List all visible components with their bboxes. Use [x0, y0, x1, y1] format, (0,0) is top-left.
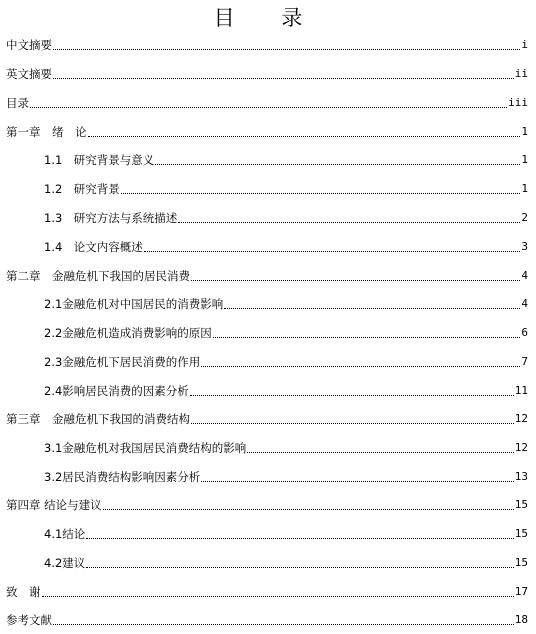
- toc-entry-page: 18: [514, 613, 528, 626]
- toc-entry-chapter-2[interactable]: [6, 268, 528, 284]
- dot-leader: [30, 107, 507, 108]
- toc-entry-page: 1: [521, 153, 528, 166]
- toc-entry-section-2-2[interactable]: [44, 325, 528, 341]
- toc-entry-section-2-3[interactable]: [44, 354, 528, 370]
- toc-entry-label: 2.2金融危机造成消费影响的原因: [44, 326, 212, 340]
- toc-entry-label: 第三章 金融危机下我国的消费结构: [6, 412, 190, 426]
- dot-leader: [103, 509, 514, 510]
- toc-entry-page: 13: [514, 470, 528, 483]
- toc-entry-label: 第二章 金融危机下我国的居民消费: [6, 269, 190, 283]
- dot-leader: [86, 538, 513, 539]
- toc-entry-page: iii: [508, 96, 528, 109]
- toc-entry-section-1-3[interactable]: [44, 210, 528, 226]
- toc-entry-label: 目录: [6, 96, 29, 110]
- toc-entry-chapter-1[interactable]: [6, 124, 528, 140]
- dot-leader: [53, 78, 514, 79]
- toc-entry-page: 15: [514, 527, 528, 540]
- dot-leader: [247, 452, 513, 453]
- dot-leader: [178, 222, 520, 223]
- toc-entry-page: i: [521, 38, 528, 51]
- toc-entry-section-2-4[interactable]: [44, 383, 528, 399]
- toc-entry-section-1-2[interactable]: [44, 181, 528, 197]
- toc-entry-page: 15: [514, 498, 528, 511]
- dot-leader: [86, 567, 513, 568]
- toc-entry-section-4-2[interactable]: [44, 555, 528, 571]
- toc-entry-chapter-4[interactable]: [6, 497, 528, 513]
- toc-entry-page: 11: [514, 384, 528, 397]
- toc-entry-label: 3.1金融危机对我国居民消费结构的影响: [44, 441, 247, 455]
- toc-entry-label: 第一章 绪 论: [6, 125, 87, 139]
- toc-entry-section-1-4[interactable]: [44, 239, 528, 255]
- toc-entry-label: 2.1金融危机对中国居民的消费影响: [44, 297, 224, 311]
- toc-entry-references[interactable]: [6, 612, 528, 628]
- toc-entry-acknowledgements[interactable]: [6, 584, 528, 600]
- toc-entry-page: 7: [521, 355, 528, 368]
- dot-leader: [53, 624, 514, 625]
- toc-entry-page: 12: [514, 441, 528, 454]
- toc-entry-page: 3: [521, 240, 528, 253]
- toc-entry-page: 1: [521, 125, 528, 138]
- toc-entry-section-4-1[interactable]: [44, 526, 528, 542]
- toc-entry-page: 4: [521, 269, 528, 282]
- toc-entry-page: 4: [521, 297, 528, 310]
- toc-entry-chapter-3[interactable]: [6, 411, 528, 427]
- toc-entry-label: 2.3金融危机下居民消费的作用: [44, 355, 201, 369]
- dot-leader: [191, 280, 520, 281]
- toc-entry-label: 中文摘要: [6, 38, 52, 52]
- dot-leader: [88, 136, 521, 137]
- toc-entry-chinese-abstract[interactable]: [6, 37, 528, 53]
- toc-entry-label: 4.2建议: [44, 556, 86, 570]
- dot-leader: [155, 164, 520, 165]
- toc-entry-page: 15: [514, 556, 528, 569]
- dot-leader: [213, 337, 521, 338]
- toc-entry-section-3-1[interactable]: [44, 440, 528, 456]
- dot-leader: [42, 596, 514, 597]
- toc-entry-page: 12: [514, 412, 528, 425]
- toc-entry-page: 6: [521, 326, 528, 339]
- toc-entry-label: 1.3 研究方法与系统描述: [44, 211, 178, 225]
- toc-entry-page: 17: [514, 585, 528, 598]
- toc-entry-label: 致 谢: [6, 585, 41, 599]
- toc-entry-label: 1.2 研究背景: [44, 182, 120, 196]
- toc-entry-label: 英文摘要: [6, 67, 52, 81]
- toc-entry-section-3-2[interactable]: [44, 469, 528, 485]
- dot-leader: [53, 49, 520, 50]
- dot-leader: [224, 308, 520, 309]
- toc-entry-label: 1.4 论文内容概述: [44, 240, 143, 254]
- toc-entry-page: ii: [514, 67, 528, 80]
- dot-leader: [201, 481, 513, 482]
- dot-leader: [191, 423, 514, 424]
- dot-leader: [201, 366, 520, 367]
- toc-title: 目 录: [213, 6, 323, 30]
- dot-leader: [190, 395, 514, 396]
- toc-entry-label: 1.1 研究背景与意义: [44, 153, 155, 167]
- toc-entry-page: 2: [521, 211, 528, 224]
- toc-entry-page: 1: [521, 182, 528, 195]
- toc-entry-contents[interactable]: [6, 95, 528, 111]
- toc-entry-english-abstract[interactable]: [6, 66, 528, 82]
- toc-entry-label: 第四章 结论与建议: [6, 498, 102, 512]
- dot-leader: [144, 251, 521, 252]
- toc-entry-label: 参考文献: [6, 613, 52, 627]
- toc-entry-section-1-1[interactable]: [44, 152, 528, 168]
- dot-leader: [121, 193, 521, 194]
- toc-entry-label: 4.1结论: [44, 527, 86, 541]
- toc-entry-label: 2.4影响居民消费的因素分析: [44, 384, 189, 398]
- toc-entry-section-2-1[interactable]: [44, 296, 528, 312]
- toc-entry-label: 3.2居民消费结构影响因素分析: [44, 470, 201, 484]
